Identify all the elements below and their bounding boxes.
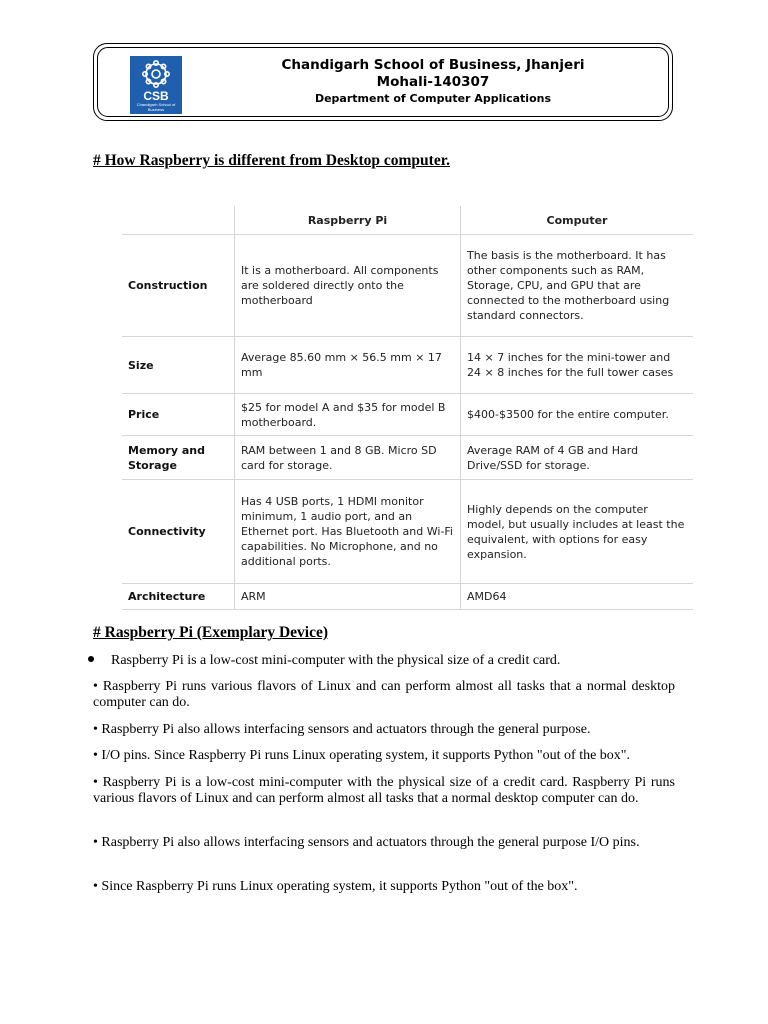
table-row: [122, 436, 693, 480]
table-cell-computer: The basis is the motherboard. It has other components such as RAM, Storage, CPU, and GPU that are connected to the motherboard using standard connectors.: [461, 235, 694, 337]
gear-emblem-icon: [136, 59, 176, 89]
table-header-cell: Computer: [461, 206, 694, 235]
table-cell-computer: AMD64: [461, 584, 694, 610]
table-cell-raspberry-pi: ARM: [235, 584, 461, 610]
paragraph: • Since Raspberry Pi runs Linux operating system, it supports Python "out of the box".: [93, 879, 578, 894]
table-header-row: [122, 206, 693, 235]
table-row: [122, 394, 693, 436]
section-heading-exemplary-device: # Raspberry Pi (Exemplary Device): [93, 624, 329, 641]
table-cell-raspberry-pi: RAM between 1 and 8 GB. Micro SD card for storage.: [235, 436, 461, 480]
letterhead-inner-border: [97, 47, 669, 117]
paragraph: • Raspberry Pi also allows interfacing sensors and actuators through the general purpose I/O pins.: [93, 835, 640, 850]
letterhead-text: [198, 57, 668, 106]
institution-address: Mohali-140307: [376, 74, 490, 90]
table-cell-feature: Memory and Storage: [122, 436, 235, 480]
bullet-dot-icon: [88, 656, 94, 662]
table-cell-raspberry-pi: $25 for model A and $35 for model B motherboard.: [235, 394, 461, 436]
table-cell-raspberry-pi: Has 4 USB ports, 1 HDMI monitor minimum, 1 audio port, and an Ethernet port. Has Bluetooth and Wi-Fi capabilities. No Microphone, and no additional ports.: [235, 480, 461, 584]
logo-subtitle: Chandigarh School of Business: [136, 102, 176, 112]
paragraph: • I/O pins. Since Raspberry Pi runs Linux operating system, it supports Python "out of the box".: [93, 748, 631, 763]
table-row: [122, 480, 693, 584]
institution-name: Chandigarh School of Business, Jhanjeri: [281, 57, 585, 73]
table-cell-raspberry-pi: Average 85.60 mm × 56.5 mm × 17 mm: [235, 337, 461, 394]
table-cell-feature: Price: [122, 394, 235, 436]
letterhead-box: [93, 43, 673, 121]
paragraph: • Raspberry Pi runs various flavors of Linux and can perform almost all tasks that a normal desktop computer can do.: [93, 679, 675, 710]
table-header-cell: [122, 206, 235, 235]
paragraph: • Raspberry Pi also allows interfacing sensors and actuators through the general purpose.: [93, 722, 591, 737]
department-name: Department of Computer Applications: [314, 92, 552, 105]
table-header-cell: Raspberry Pi: [235, 206, 461, 235]
school-logo: [130, 56, 182, 114]
paragraph: • Raspberry Pi is a low-cost mini-computer with the physical size of a credit card. Raspberry Pi runs various flavors of Linux and can perform almost all tasks that a normal desktop computer can do.: [93, 775, 675, 806]
table-cell-feature: Construction: [122, 235, 235, 337]
logo-abbreviation: CSB: [143, 89, 169, 103]
table-cell-feature: Size: [122, 337, 235, 394]
table-cell-computer: Highly depends on the computer model, but usually includes at least the equivalent, with options for easy expansion.: [461, 480, 694, 584]
table-row: [122, 584, 693, 610]
table-row: [122, 235, 693, 337]
table-cell-computer: $400-$3500 for the entire computer.: [461, 394, 694, 436]
table-cell-raspberry-pi: It is a motherboard. All components are soldered directly onto the motherboard: [235, 235, 461, 337]
table-cell-computer: Average RAM of 4 GB and Hard Drive/SSD for storage.: [461, 436, 694, 480]
table-cell-feature: Connectivity: [122, 480, 235, 584]
table-cell-computer: 14 × 7 inches for the mini-tower and 24 × 8 inches for the full tower cases: [461, 337, 694, 394]
comparison-table: [122, 206, 693, 610]
table-row: [122, 337, 693, 394]
paragraph: Raspberry Pi is a low-cost mini-computer with the physical size of a credit card.: [111, 653, 561, 668]
table-cell-feature: Architecture: [122, 584, 235, 610]
section-heading-comparison: # How Raspberry is different from Desktop computer.: [93, 152, 451, 169]
